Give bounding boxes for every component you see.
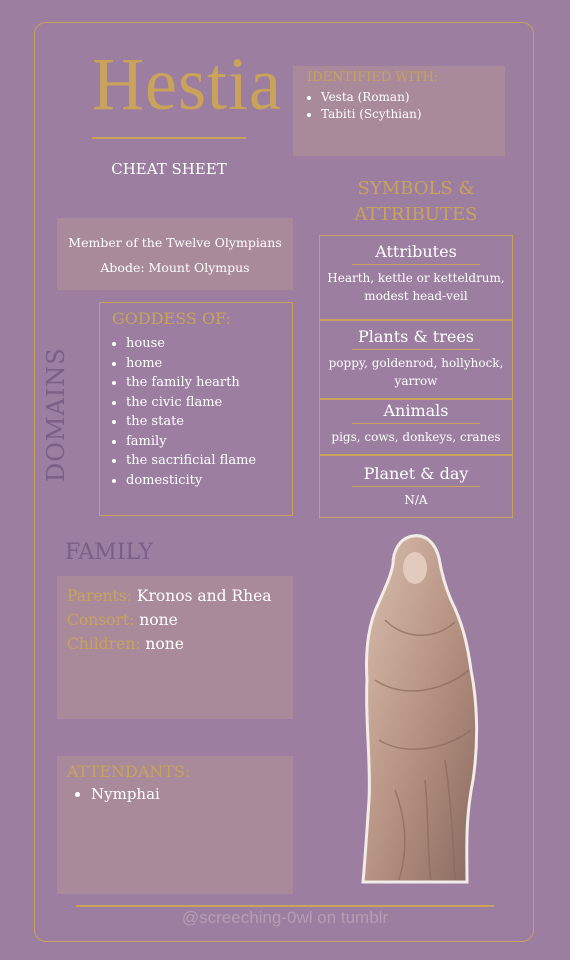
attendants-header: ATTENDANTS: [67, 762, 191, 781]
section-divider [352, 349, 480, 350]
identified-with-panel [293, 66, 505, 156]
parents-value: Kronos and Rhea [136, 587, 272, 605]
family-header: FAMILY [65, 540, 154, 565]
list-item: • the civic flame [126, 393, 280, 413]
symbols-header-line2: ATTRIBUTES [354, 204, 478, 225]
credit-text: @screeching-0wl on tumblr [181, 908, 389, 927]
section-heading: Planet & day [363, 464, 469, 483]
page-title: Hestia [92, 42, 282, 126]
list-item: • the sacrificial flame [126, 451, 280, 471]
children-label: Children: [67, 635, 141, 653]
list-item: • Vesta (Roman) [321, 89, 491, 106]
consort-row [67, 608, 283, 632]
attributes-section [320, 242, 512, 305]
section-heading: Animals [383, 401, 449, 420]
section-value: pigs, cows, donkeys, cranes [331, 430, 501, 444]
symbols-header [320, 176, 512, 228]
children-row [67, 632, 283, 656]
section-value: poppy, goldenrod, hollyhock, yarrow [328, 356, 504, 388]
plants-section [320, 327, 512, 390]
section-value: N/A [404, 493, 428, 507]
section-separator [320, 319, 512, 321]
planet-section [320, 464, 512, 509]
parents-label: Parents: [67, 587, 132, 605]
attendants-list [67, 785, 283, 803]
info-panel [57, 218, 293, 290]
domains-label: DOMAINS [42, 347, 70, 482]
identified-header: IDENTIFIED WITH: [307, 70, 439, 85]
domain-list [112, 334, 280, 490]
section-divider [352, 486, 480, 487]
section-value: Hearth, kettle or ketteldrum, modest head-veil [327, 271, 505, 303]
parents-row [67, 584, 283, 608]
list-item: • house [126, 334, 280, 354]
identified-list [307, 89, 491, 123]
list-item: • the state [126, 412, 280, 432]
title-divider [92, 137, 246, 139]
consort-value: none [139, 611, 178, 629]
subtitle: CHEAT SHEET [111, 160, 227, 178]
symbols-header-line1: SYMBOLS & [357, 178, 475, 199]
footer-divider [76, 905, 494, 907]
goddess-header: GODDESS OF: [112, 309, 231, 328]
attributes-box [319, 235, 513, 518]
list-item: • domesticity [126, 471, 280, 491]
family-panel [57, 576, 293, 719]
section-divider [352, 264, 480, 265]
section-heading: Attributes [375, 242, 457, 261]
list-item: • the family hearth [126, 373, 280, 393]
abode-text: Abode: Mount Olympus [100, 260, 250, 275]
section-heading: Plants & trees [357, 327, 474, 346]
list-item: • Tabiti (Scythian) [321, 106, 491, 123]
membership-text: Member of the Twelve Olympians [68, 235, 282, 250]
list-item: • family [126, 432, 280, 452]
consort-label: Consort: [67, 611, 135, 629]
section-separator [320, 454, 512, 456]
section-divider [352, 423, 480, 424]
attendants-panel [57, 756, 293, 894]
children-value: none [145, 635, 184, 653]
section-separator [320, 398, 512, 400]
list-item: • Nymphai [91, 785, 283, 803]
goddess-of-box [99, 302, 293, 516]
hestia-statue-image [355, 530, 485, 890]
list-item: • home [126, 354, 280, 374]
animals-section [320, 401, 512, 446]
